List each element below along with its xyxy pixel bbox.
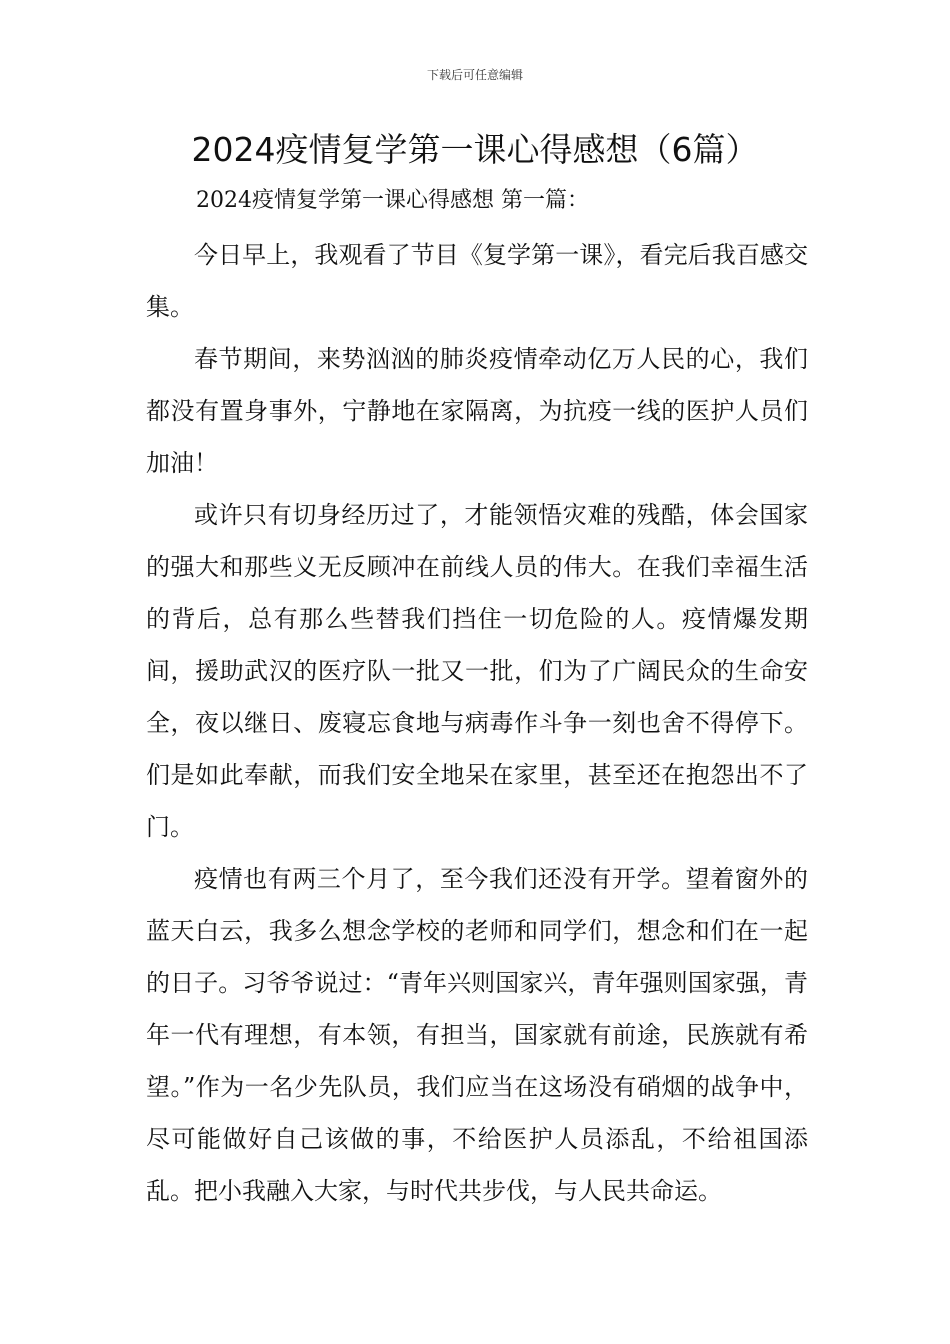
paragraph: 疫情也有两三个月了，至今我们还没有开学。望着窗外的蓝天白云，我多么想念学校的老师和同学们，想念和们在一起的日子。习爷爷说过：“青年兴则国家兴，青年强则国家强，青年一代有理想，有本领，有担当，国家就有前途，民族就有希望。”作为一名少先队员，我们应当在这场没有硝烟的战争中，尽可能做好自己该做的事，不给医护人员添乱，不给祖国添乱。把小我融入大家，与时代共步伐，与人民共命运。	[146, 865, 808, 1205]
paragraph: 春节期间，来势汹汹的肺炎疫情牵动亿万人民的心，我们都没有置身事外，宁静地在家隔离，为抗疫一线的医护人员们加油！	[146, 345, 808, 477]
paragraph: 或许只有切身经历过了，才能领悟灾难的残酷，体会国家的强大和那些义无反顾冲在前线人员的伟大。在我们幸福生活的背后，总有那么些替我们挡住一切危险的人。疫情爆发期间，援助武汉的医疗队一批又一批，们为了广阔民众的生命安全，夜以继日、废寝忘食地与病毒作斗争一刻也舍不得停下。们是如此奉献，而我们安全地呆在家里，甚至还在抱怨出不了门。	[146, 501, 808, 841]
paragraph: 今日早上，我观看了节目《复学第一课》，看完后我百感交集。	[146, 241, 808, 321]
document-title: 2024疫情复学第一课心得感想（6篇）	[191, 130, 759, 169]
header-note: 下载后可任意编辑	[426, 68, 523, 82]
section-heading: 2024疫情复学第一课心得感想 第一篇：	[196, 188, 589, 213]
document-body	[146, 229, 808, 1217]
